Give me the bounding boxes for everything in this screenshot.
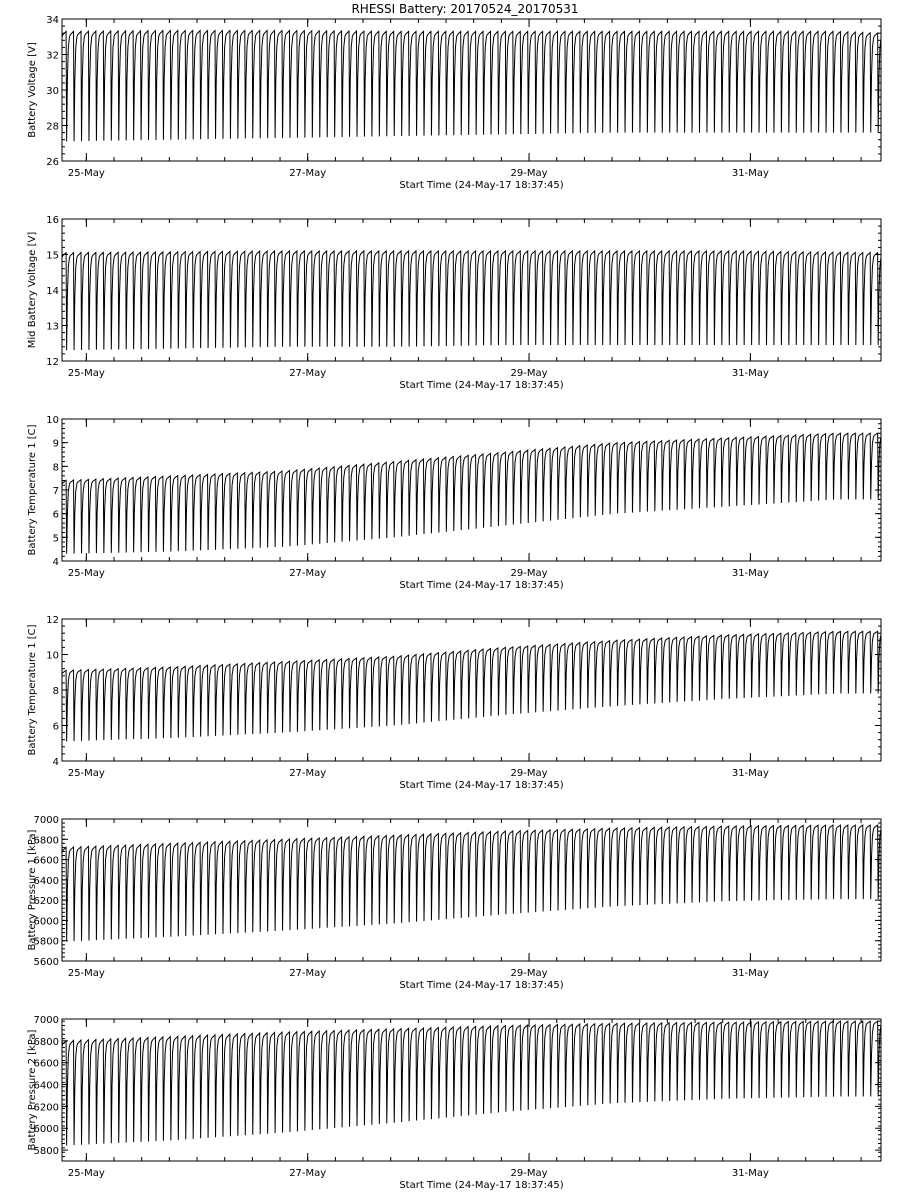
x-tick-label: 27-May xyxy=(289,968,327,979)
plot-frame xyxy=(62,219,881,361)
y-tick-label: 13 xyxy=(46,321,59,333)
x-tick-label: 31-May xyxy=(731,1168,769,1179)
y-tick-label: 14 xyxy=(46,286,59,297)
y-tick-label: 5800 xyxy=(33,1146,59,1158)
series-line xyxy=(62,825,881,941)
x-axis-label: Start Time (24-May-17 18:37:45) xyxy=(399,380,564,391)
x-tick-label: 29-May xyxy=(510,968,548,979)
x-axis-label: Start Time (24-May-17 18:37:45) xyxy=(399,580,564,591)
x-tick-label: 31-May xyxy=(731,168,769,179)
x-tick-label: 25-May xyxy=(67,168,105,179)
y-axis-label: Battery Pressure 2 [kPa] xyxy=(27,1029,38,1151)
y-tick-label: 7 xyxy=(52,486,59,497)
y-tick-label: 6800 xyxy=(33,1036,59,1048)
x-tick-label: 27-May xyxy=(289,568,327,579)
x-tick-label: 25-May xyxy=(67,968,105,979)
y-tick-label: 8 xyxy=(52,462,59,474)
y-tick-label: 15 xyxy=(46,250,59,262)
x-tick-label: 25-May xyxy=(67,368,105,379)
figure-title: RHESSI Battery: 20170524_20170531 xyxy=(351,2,579,16)
series-line xyxy=(62,433,881,554)
y-tick-label: 6600 xyxy=(33,855,59,867)
y-tick-label: 5 xyxy=(52,533,59,545)
series-line xyxy=(62,31,881,142)
y-tick-label: 10 xyxy=(46,415,59,426)
x-tick-label: 29-May xyxy=(510,768,548,779)
chart-panel-1 xyxy=(27,15,881,191)
y-axis-label: Battery Pressure 1 [kPa] xyxy=(27,829,38,951)
x-tick-label: 31-May xyxy=(731,768,769,779)
chart-panel-2 xyxy=(27,215,881,391)
y-tick-label: 30 xyxy=(46,86,59,97)
y-tick-label: 34 xyxy=(46,15,59,26)
y-tick-label: 6200 xyxy=(33,1102,59,1114)
x-tick-label: 29-May xyxy=(510,568,548,579)
y-tick-label: 6000 xyxy=(33,1124,59,1136)
series-line xyxy=(62,251,881,350)
y-tick-label: 5800 xyxy=(33,936,59,948)
x-tick-label: 25-May xyxy=(67,1168,105,1179)
y-tick-label: 4 xyxy=(52,557,59,568)
y-tick-label: 12 xyxy=(46,357,59,368)
y-tick-label: 6200 xyxy=(33,896,59,908)
x-tick-label: 27-May xyxy=(289,768,327,779)
y-tick-label: 6400 xyxy=(33,1080,59,1092)
x-tick-label: 27-May xyxy=(289,168,327,179)
x-tick-label: 31-May xyxy=(731,968,769,979)
chart-panel-5 xyxy=(27,815,881,991)
series-line xyxy=(62,1021,881,1145)
y-axis-label: Battery Temperature 1 [C] xyxy=(27,424,38,556)
y-tick-label: 9 xyxy=(52,438,59,450)
y-tick-label: 10 xyxy=(46,650,59,662)
y-tick-label: 6000 xyxy=(33,916,59,928)
x-tick-label: 27-May xyxy=(289,1168,327,1179)
y-tick-label: 12 xyxy=(46,615,59,626)
y-tick-label: 4 xyxy=(52,757,59,768)
y-tick-label: 6 xyxy=(52,509,59,521)
y-tick-label: 7000 xyxy=(33,815,59,826)
x-axis-label: Start Time (24-May-17 18:37:45) xyxy=(399,780,564,791)
chart-panel-6 xyxy=(27,1015,881,1191)
x-axis-label: Start Time (24-May-17 18:37:45) xyxy=(399,1180,564,1191)
x-tick-label: 25-May xyxy=(67,568,105,579)
y-axis-label: Battery Voltage [V] xyxy=(27,42,38,138)
y-axis-label: Battery Temperature 1 [C] xyxy=(27,624,38,756)
x-tick-label: 29-May xyxy=(510,368,548,379)
x-tick-label: 31-May xyxy=(731,368,769,379)
x-tick-label: 27-May xyxy=(289,368,327,379)
y-tick-label: 8 xyxy=(52,686,59,697)
x-tick-label: 29-May xyxy=(510,168,548,179)
y-tick-label: 6 xyxy=(52,721,59,733)
y-tick-label: 6400 xyxy=(33,875,59,887)
series-line xyxy=(62,631,881,741)
y-axis-label: Mid Battery Voltage [V] xyxy=(27,231,38,349)
y-tick-label: 6600 xyxy=(33,1058,59,1070)
y-tick-label: 32 xyxy=(46,50,59,62)
y-tick-label: 6800 xyxy=(33,835,59,847)
chart-panel-3 xyxy=(27,415,881,591)
x-axis-label: Start Time (24-May-17 18:37:45) xyxy=(399,980,564,991)
y-tick-label: 7000 xyxy=(33,1015,59,1026)
x-tick-label: 25-May xyxy=(67,768,105,779)
chart-panel-4 xyxy=(27,615,881,791)
y-tick-label: 5600 xyxy=(33,957,59,968)
x-axis-label: Start Time (24-May-17 18:37:45) xyxy=(399,180,564,191)
x-tick-label: 29-May xyxy=(510,1168,548,1179)
y-tick-label: 28 xyxy=(46,121,59,133)
x-tick-label: 31-May xyxy=(731,568,769,579)
y-tick-label: 26 xyxy=(46,157,59,168)
y-tick-label: 16 xyxy=(46,215,59,226)
